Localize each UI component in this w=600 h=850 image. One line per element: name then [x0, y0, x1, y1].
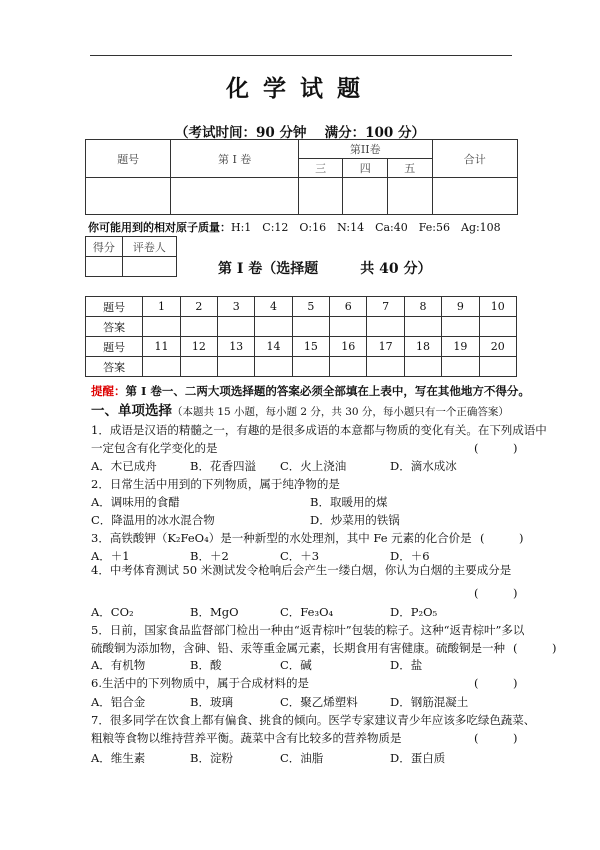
answer-cell: [143, 317, 180, 337]
row-label: 答案: [86, 317, 143, 337]
answer-cell: [479, 317, 516, 337]
question-number: 13: [218, 337, 255, 357]
reminder-label: 提醒：: [91, 384, 126, 398]
score-cell: [86, 257, 123, 277]
grader-cell: [122, 257, 176, 277]
option: A．调味用的食醋: [91, 495, 180, 509]
exam-info: （考试时间：90 分钟 满分：100 分）: [174, 125, 426, 141]
option: A．有机物: [91, 658, 146, 672]
answer-cell: [442, 357, 479, 377]
question-number: 2: [180, 297, 217, 317]
header-cell: 第II卷: [298, 140, 432, 159]
answer-row: [86, 297, 517, 317]
option: B．花香四溢: [190, 459, 256, 473]
answer-cell: [479, 357, 516, 377]
answer-row: [86, 357, 517, 377]
option: D．蛋白质: [390, 751, 446, 765]
question-number: 10: [479, 297, 516, 317]
question-number: 16: [330, 337, 367, 357]
question-number: 7: [367, 297, 404, 317]
option: A．CO₂: [91, 605, 134, 619]
section-title: 第 I 卷（选择题 共 40 分）: [218, 261, 432, 277]
option: A．＋1: [91, 549, 130, 563]
answer-paren: ( ): [474, 731, 518, 745]
answer-cell: [292, 357, 329, 377]
header-cell: 第 I 卷: [171, 140, 299, 178]
answer-cell: [330, 317, 367, 337]
question-stem: 6.生活中的下列物质中，属于合成材料的是: [91, 676, 309, 690]
question-number: 8: [404, 297, 441, 317]
answer-cell: [218, 317, 255, 337]
question-stem: 一定包含有化学变化的是: [91, 441, 218, 455]
question-stem: 硫酸铜为添加物，含砷、铅、汞等重金属元素，长期食用有害健康。硫酸铜是一种: [91, 641, 505, 655]
row-label: 题号: [86, 337, 143, 357]
option: D．P₂O₅: [390, 605, 438, 619]
question-number: 9: [442, 297, 479, 317]
question-stem: 2．日常生活中用到的下列物质，属于纯净物的是: [91, 477, 340, 491]
score-cell: [86, 178, 171, 215]
answer-cell: [218, 357, 255, 377]
question-stem: 3．高铁酸钾（K₂FeO₄）是一种新型的水处理剂，其中 Fe 元素的化合价是: [91, 531, 472, 545]
option: A．木已成舟: [91, 459, 157, 473]
header-cell: 四: [343, 159, 388, 178]
option: C．碱: [280, 658, 312, 672]
answer-cell: [367, 317, 404, 337]
question-number: 3: [218, 297, 255, 317]
atomic-mass-label: 你可能用到的相对原子质量：: [88, 221, 231, 234]
answer-grid: [85, 296, 517, 377]
answer-row: [86, 317, 517, 337]
score-header: 得分: [86, 237, 123, 257]
score-table: [85, 139, 518, 215]
answer-cell: [330, 357, 367, 377]
answer-paren: ( ): [474, 676, 518, 690]
atomic-mass-values: H:1 C:12 O:16 N:14 Ca:40 Fe:56 Ag:108: [231, 221, 501, 234]
header-cell: 题号: [86, 140, 171, 178]
option: D．钢筋混凝土: [390, 695, 469, 709]
score-cell: [388, 178, 433, 215]
grader-header: 评卷人: [122, 237, 176, 257]
question-stem: 1．成语是汉语的精髓之一，有趣的是很多成语的本意都与物质的变化有关。在下列成语中: [91, 423, 547, 437]
option: B．＋2: [190, 549, 229, 563]
answer-cell: [367, 357, 404, 377]
answer-cell: [143, 357, 180, 377]
question-number: 6: [330, 297, 367, 317]
option: D．炒菜用的铁锅: [310, 513, 400, 527]
option: C．降温用的冰水混合物: [91, 513, 215, 527]
option: C．Fe₃O₄: [280, 605, 334, 619]
question-number: 15: [292, 337, 329, 357]
option: B．MgO: [190, 605, 239, 619]
question-number: 18: [404, 337, 441, 357]
score-cell: [432, 178, 517, 215]
question-stem: 7．很多同学在饮食上都有偏食、挑食的倾向。医学专家建议青少年应该多吃绿色蔬菜、: [91, 713, 536, 727]
row-label: 答案: [86, 357, 143, 377]
page-title: 化学试题: [226, 75, 374, 102]
option: B．酸: [190, 658, 222, 672]
question-number: 4: [255, 297, 292, 317]
option: B．淀粉: [190, 751, 233, 765]
option: C．＋3: [280, 549, 320, 563]
option: D．滴水成冰: [390, 459, 457, 473]
score-cell: [298, 178, 343, 215]
answer-paren: ( ): [480, 531, 524, 545]
header-cell: 三: [298, 159, 343, 178]
question-number: 14: [255, 337, 292, 357]
question-number: 5: [292, 297, 329, 317]
answer-paren: ( ): [513, 641, 557, 655]
option: A．维生素: [91, 751, 146, 765]
question-stem: 5．日前，国家食品监督部门检出一种由“返青棕叶”包装的粽子。这种“返青棕叶”多以: [91, 623, 525, 637]
answer-paren: ( ): [474, 586, 518, 600]
question-number: 11: [143, 337, 180, 357]
answer-cell: [292, 317, 329, 337]
part-note: （本题共 15 小题，每小题 2 分，共 30 分，每小题只有一个正确答案）: [172, 406, 509, 418]
answer-cell: [180, 317, 217, 337]
answer-cell: [404, 317, 441, 337]
header-rule: [90, 55, 512, 56]
reminder-text: 第 I 卷一、二两大项选择题的答案必须全部填在上表中，写在其他地方不得分。: [125, 384, 530, 398]
score-cell: [171, 178, 299, 215]
answer-cell: [180, 357, 217, 377]
answer-cell: [255, 357, 292, 377]
score-cell: [343, 178, 388, 215]
option: C．聚乙烯塑料: [280, 695, 358, 709]
option: B．玻璃: [190, 695, 233, 709]
question-number: 19: [442, 337, 479, 357]
option: D．＋6: [390, 549, 430, 563]
atomic-mass-line: [88, 219, 501, 235]
header-cell: 合计: [432, 140, 517, 178]
answer-paren: ( ): [474, 441, 518, 455]
question-number: 17: [367, 337, 404, 357]
grader-table: [85, 236, 177, 277]
question-number: 1: [143, 297, 180, 317]
part-heading: [91, 404, 509, 419]
question-number: 20: [479, 337, 516, 357]
question-stem: 粗粮等食物以维持营养平衡。蔬菜中含有比较多的营养物质是: [91, 731, 402, 745]
answer-row: [86, 337, 517, 357]
part-title: 一、单项选择: [91, 403, 172, 419]
option: A．铝合金: [91, 695, 146, 709]
option: B．取暖用的煤: [310, 495, 388, 509]
option: C．火上浇油: [280, 459, 347, 473]
header-cell: 五: [388, 159, 433, 178]
reminder: [91, 384, 530, 398]
option: C．油脂: [280, 751, 324, 765]
question-stem: 4．中考体育测试 50 米测试发令枪响后会产生一缕白烟，你认为白烟的主要成分是: [91, 563, 512, 577]
answer-cell: [404, 357, 441, 377]
question-number: 12: [180, 337, 217, 357]
answer-cell: [442, 317, 479, 337]
row-label: 题号: [86, 297, 143, 317]
answer-cell: [255, 317, 292, 337]
option: D．盐: [390, 658, 423, 672]
